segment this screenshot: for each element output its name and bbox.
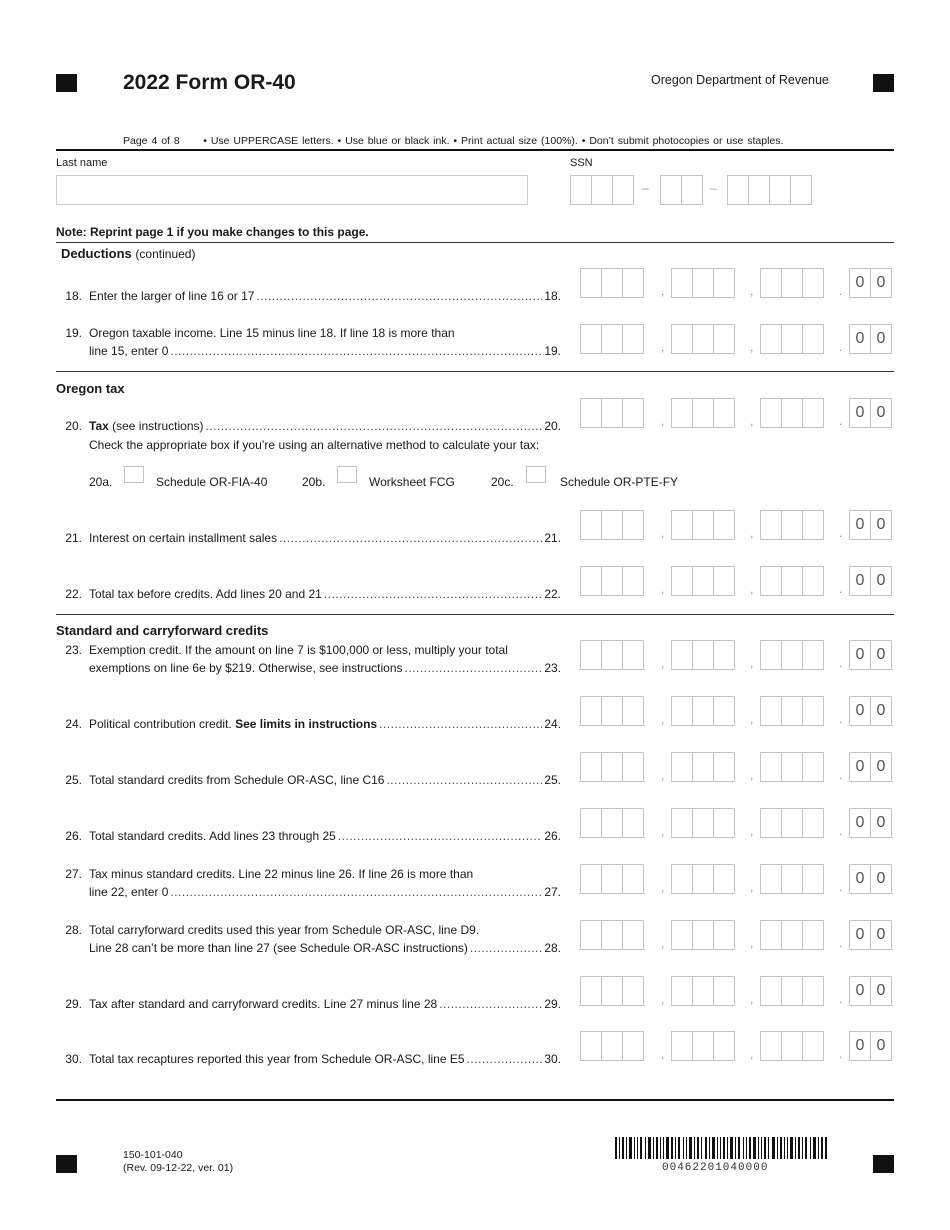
line-number: 23. [65, 643, 82, 657]
line-number: 30. [65, 1052, 82, 1066]
line-text: Total carryforward credits used this year from Schedule OR-ASC, line D9. [89, 923, 480, 937]
cents-boxes: 0 0 [849, 976, 891, 1006]
amount-field-28[interactable]: , , . 0 0 [580, 920, 896, 952]
ssn-dash: – [710, 181, 717, 195]
amount-field-23[interactable]: , , . 0 0 [580, 640, 896, 672]
print-instructions [123, 135, 783, 147]
line-number: 28. [65, 923, 82, 937]
line-text: Exemption credit. If the amount on line 7 is $100,000 or less, multiply your total [89, 643, 508, 657]
line-ref: 18. [544, 289, 561, 303]
line-text: Tax after standard and carryforward credits. Line 27 minus line 28 [89, 997, 438, 1011]
cents-boxes: 0 0 [849, 398, 891, 428]
ssn-group-2[interactable] [660, 175, 702, 205]
section-suffix: (continued) [135, 247, 196, 261]
amount-field-25[interactable]: , , . 0 0 [580, 752, 896, 784]
line-ref: 29. [544, 997, 561, 1011]
line-text: Enter the larger of line 16 or 17 [89, 289, 255, 303]
section-rule [56, 614, 894, 615]
line-text: Total standard credits. Add lines 23 through 25 [89, 829, 336, 843]
page-info: Page 4 of 8 [123, 135, 180, 147]
line-ref: 27. [544, 885, 561, 899]
line-text: Oregon taxable income. Line 15 minus line 18. If line 18 is more than [89, 326, 455, 340]
header-rule [56, 149, 894, 151]
cents-boxes: 0 0 [849, 920, 891, 950]
amount-field-22[interactable]: , , . 0 0 [580, 566, 896, 598]
line-text: Line 28 can’t be more than line 27 (see Schedule OR-ASC instructions) [89, 941, 468, 955]
amount-field-24[interactable]: , , . 0 0 [580, 696, 896, 728]
line-ref: 21. [544, 531, 561, 545]
line-number: 29. [65, 997, 82, 1011]
checkbox-20a[interactable] [124, 466, 144, 483]
line-text-bold: See limits in instructions [235, 717, 378, 731]
line-number: 20. [65, 419, 82, 433]
option-20b-label: Worksheet FCG [369, 475, 455, 489]
amount-field-30[interactable]: , , . 0 0 [580, 1031, 896, 1063]
section-rule [56, 242, 894, 243]
option-20b-code: 20b. [302, 475, 326, 489]
checkbox-20b[interactable] [337, 466, 357, 483]
line-text: Interest on certain installment sales [89, 531, 278, 545]
ssn-dash: – [642, 181, 649, 195]
line-ref: 28. [544, 941, 561, 955]
form-number: 150-101-040 [123, 1149, 183, 1161]
line-number: 27. [65, 867, 82, 881]
line-text: Tax minus standard credits. Line 22 minus line 26. If line 26 is more than [89, 867, 474, 881]
line-text: (see instructions) [108, 419, 204, 433]
section-title: Deductions [61, 246, 132, 261]
line-ref: 23. [544, 661, 561, 675]
option-20a-label: Schedule OR-FIA-40 [156, 475, 268, 489]
section-oregon-tax: Oregon tax [56, 381, 125, 396]
option-20a-code: 20a. [89, 475, 113, 489]
cents-boxes: 0 0 [849, 566, 891, 596]
registration-mark [873, 74, 894, 92]
barcode [615, 1137, 827, 1159]
line-text: Total tax recaptures reported this year from Schedule OR-ASC, line E5 [89, 1052, 465, 1066]
line-ref: 26. [544, 829, 561, 843]
barcode-number: 00462201040000 [662, 1162, 769, 1174]
line-text: exemptions on line 6e by $219. Otherwise, see instructions [89, 661, 403, 675]
line-text: line 15, enter 0 [89, 344, 169, 358]
amount-field-27[interactable]: , , . 0 0 [580, 864, 896, 896]
amount-field-18[interactable]: , , . 0 0 [580, 268, 896, 300]
section-deductions [61, 246, 195, 261]
cents-boxes: 0 0 [849, 808, 891, 838]
section-rule [56, 371, 894, 372]
form-revision: (Rev. 09-12-22, ver. 01) [123, 1162, 234, 1174]
line-23 [56, 641, 561, 677]
reprint-note: Note: Reprint page 1 if you make changes to this page. [56, 225, 369, 239]
cents-boxes: 0 0 [849, 510, 891, 540]
cents-boxes: 0 0 [849, 640, 891, 670]
line-text: line 22, enter 0 [89, 885, 169, 899]
option-20c-code: 20c. [491, 475, 514, 489]
cents-boxes: 0 0 [849, 324, 891, 354]
cents-boxes: 0 0 [849, 268, 891, 298]
amount-field-21[interactable]: , , . 0 0 [580, 510, 896, 542]
ssn-label: SSN [570, 157, 593, 169]
last-name-label: Last name [56, 157, 108, 169]
line-number: 24. [65, 717, 82, 731]
cents-boxes: 0 0 [849, 752, 891, 782]
line-ref: 30. [544, 1052, 561, 1066]
form-title: 2022 Form OR-40 [123, 71, 296, 94]
registration-mark [56, 74, 77, 92]
line-text: Political contribution credit. [89, 717, 236, 731]
line-20 [56, 417, 561, 453]
cents-boxes: 0 0 [849, 864, 891, 894]
registration-mark [56, 1155, 77, 1173]
line-ref: 24. [544, 717, 561, 731]
amount-field-19[interactable]: , , . 0 0 [580, 324, 896, 356]
option-20c-label: Schedule OR-PTE-FY [560, 475, 679, 489]
section-credits: Standard and carryforward credits [56, 623, 269, 638]
line-27 [56, 865, 561, 901]
line-text: Total tax before credits. Add lines 20 and 21 [89, 587, 322, 601]
line-number: 19. [65, 326, 82, 340]
line-number: 25. [65, 773, 82, 787]
ssn-group-3[interactable] [727, 175, 811, 205]
amount-field-20[interactable]: , , . 0 0 [580, 398, 896, 430]
line-number: 18. [65, 289, 82, 303]
cents-boxes: 0 0 [849, 1031, 891, 1061]
instruction-text: • Use UPPERCASE letters. • Use blue or black ink. • Print actual size (100%). • Don’t submit photocopies or use staples. [203, 135, 784, 147]
line-subtext: Check the appropriate box if you’re using an alternative method to calculate your tax: [89, 438, 540, 452]
line-text-bold: Tax [89, 419, 109, 433]
line-text: Total standard credits from Schedule OR-ASC, line C16 [89, 773, 385, 787]
last-name-field[interactable] [56, 175, 528, 205]
cents-boxes: 0 0 [849, 696, 891, 726]
agency-name: Oregon Department of Revenue [651, 73, 829, 87]
line-28 [56, 921, 561, 957]
ssn-group-1[interactable] [570, 175, 633, 205]
checkbox-20c[interactable] [526, 466, 546, 483]
line-19 [56, 324, 561, 360]
line-number: 21. [65, 531, 82, 545]
registration-mark [873, 1155, 894, 1173]
line-ref: 22. [544, 587, 561, 601]
line-number: 26. [65, 829, 82, 843]
amount-field-26[interactable]: , , . 0 0 [580, 808, 896, 840]
amount-field-29[interactable]: , , . 0 0 [580, 976, 896, 1008]
footer-rule [56, 1099, 894, 1101]
line-ref: 19. [544, 344, 561, 358]
form-footer [123, 1149, 233, 1175]
line-ref: 25. [544, 773, 561, 787]
line-number: 22. [65, 587, 82, 601]
line-ref: 20. [544, 419, 561, 433]
